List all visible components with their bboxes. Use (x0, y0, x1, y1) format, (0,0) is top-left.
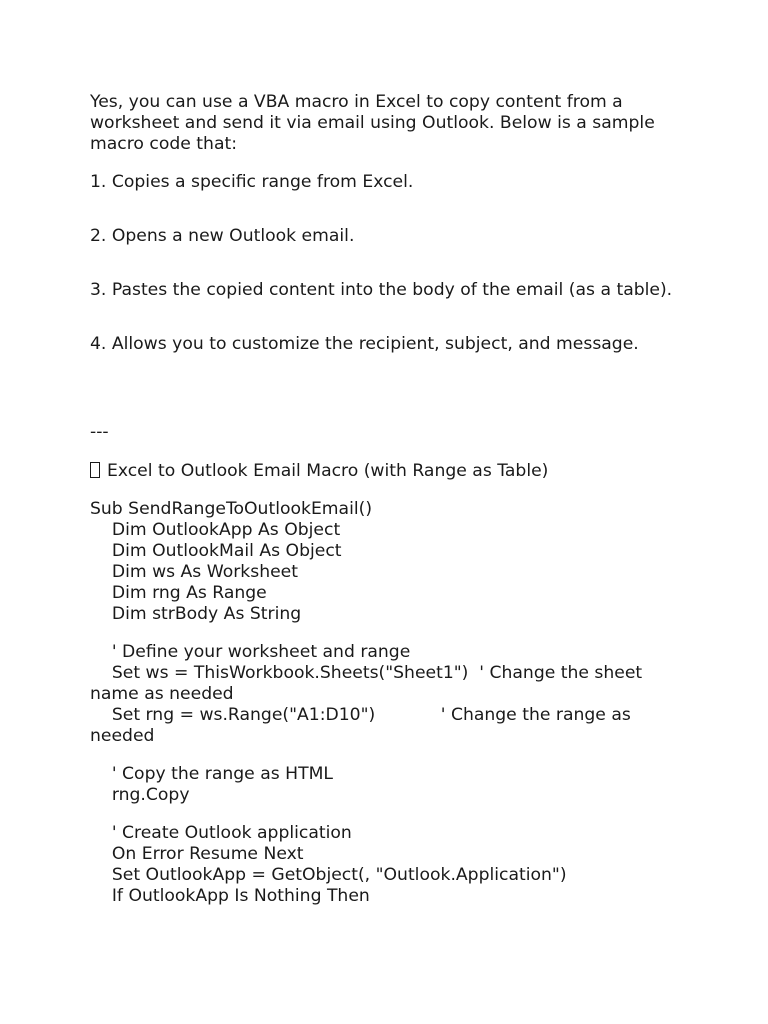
code-line: Set rng = ws.Range("A1:D10") ' Change the range as needed (90, 705, 637, 746)
code-line: Dim rng As Range (90, 583, 267, 603)
document-page (90, 92, 690, 924)
list-item: 3. Pastes the copied content into the body of the email (as a table). (90, 280, 673, 300)
section-heading (90, 460, 690, 482)
code-line: ' Copy the range as HTML (90, 764, 333, 784)
list-item: 4. Allows you to customize the recipient, subject, and message. (90, 334, 639, 354)
code-block-copy-range (90, 764, 690, 806)
code-line: If OutlookApp Is Nothing Then (90, 886, 370, 906)
missing-glyph-icon (90, 462, 100, 478)
code-line: On Error Resume Next (90, 844, 304, 864)
code-block-declarations (90, 499, 690, 625)
code-line: Dim strBody As String (90, 604, 302, 624)
code-line: Sub SendRangeToOutlookEmail() (90, 499, 373, 519)
section-heading-text: Excel to Outlook Email Macro (with Range as Table) (107, 461, 549, 481)
code-line: Dim OutlookMail As Object (90, 541, 342, 561)
list-item: 1. Copies a specific range from Excel. (90, 172, 414, 192)
list-item: 2. Opens a new Outlook email. (90, 226, 355, 246)
code-line: Set OutlookApp = GetObject(, "Outlook.Application") (90, 865, 567, 885)
code-block-create-outlook (90, 823, 690, 907)
intro-paragraph: Yes, you can use a VBA macro in Excel to copy content from a worksheet and send it via email using Outlook. Below is a sample macro code that: (90, 92, 661, 154)
code-line: Set ws = ThisWorkbook.Sheets("Sheet1") ' Change the sheet name as needed (90, 663, 648, 704)
code-line: ' Create Outlook application (90, 823, 352, 843)
code-line: ' Define your worksheet and range (90, 642, 411, 662)
code-block-define-range (90, 642, 690, 747)
divider-text: --- (90, 422, 109, 442)
code-line: rng.Copy (90, 785, 190, 805)
code-line: Dim ws As Worksheet (90, 562, 298, 582)
code-line: Dim OutlookApp As Object (90, 520, 341, 540)
